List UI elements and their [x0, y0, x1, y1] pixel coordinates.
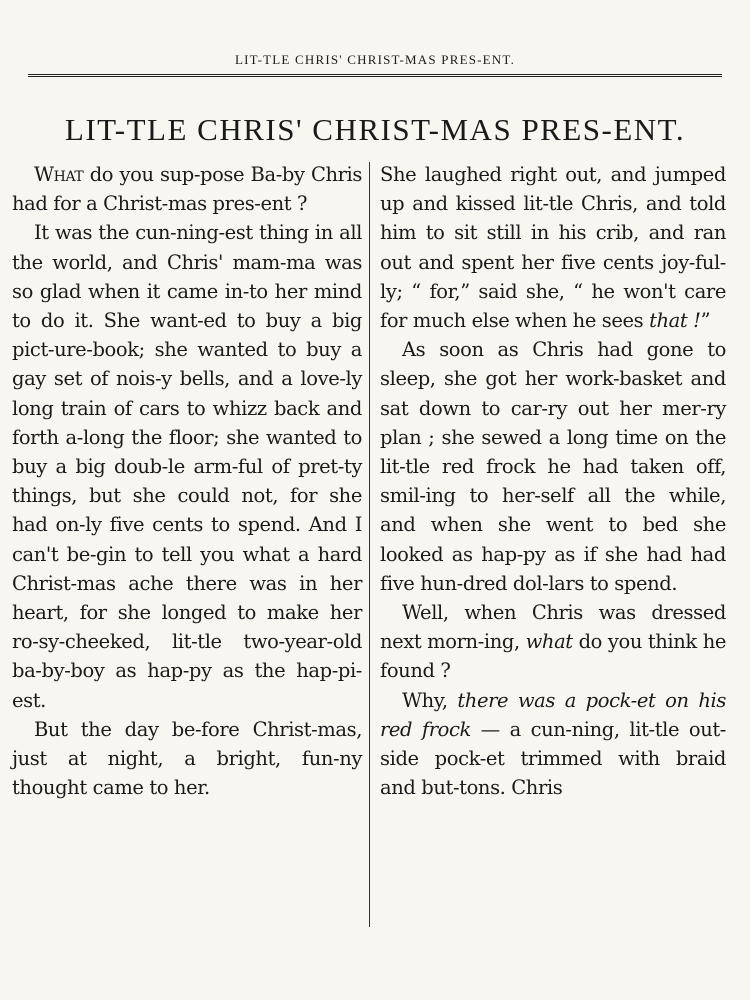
quote-close: ”: [700, 309, 711, 333]
paragraph-text: Well, when Chris was dressed next morn-ing,: [380, 601, 726, 654]
paragraph-text: do you think he found ?: [380, 630, 726, 683]
paragraph: [380, 160, 726, 335]
running-head: LIT-TLE CHRIS' CHRIST-MAS PRES-ENT.: [234, 52, 516, 67]
paragraph-text: She laughed right out, and jumped up and kissed lit-tle Chris, and told him to sit still in his crib, and ran out and spent her five cents joy-ful-ly; “ for,” said she, “ he won't care for much else when he sees: [380, 163, 726, 333]
paragraph: It was the cun-ning-est thing in all the world, and Chris' mam-ma was so glad when it came in-to her mind to do it. She want-ed to buy a big pict-ure-book; she wanted to buy a gay set of nois-y bells, and a love-ly long train of cars to whizz back and forth a-long the floor; she wanted to buy a big doub-le arm-ful of pret-ty things, but she could not, for she had on-ly five cents to spend. And I can't be-gin to tell you what a hard Christ-mas ache there was in her heart, for she longed to make her ro-sy-cheeked, lit-tle two-year-old ba-by-boy as hap-py as the hap-pi-est.: [12, 221, 362, 712]
header-rule: [28, 74, 722, 77]
lead-word: What: [34, 163, 84, 186]
paragraph: But the day be-fore Christ-mas, just at night, a bright, fun-ny thought came to her.: [12, 717, 362, 800]
paragraph: [380, 686, 726, 803]
paragraph-text: do you sup-pose Ba-by Chris had for a Christ-mas pres-ent ?: [12, 163, 362, 216]
paragraph: [12, 160, 362, 218]
left-column: [12, 160, 362, 802]
paragraph: [380, 598, 726, 686]
article-title: LIT-TLE CHRIS' CHRIST-MAS PRES-ENT.: [64, 112, 686, 147]
emphasis-text: there was a pock-et on his red frock: [380, 688, 726, 741]
emphasis-text: what: [525, 630, 573, 654]
paragraph-text: — a cun-ning, lit-tle out-side pock-et trimmed with braid and but-tons. Chris: [380, 717, 726, 800]
paragraph-text: Why,: [402, 688, 458, 712]
paragraph: As soon as Chris had gone to sleep, she got her work-basket and sat down to car-ry out her mer-ry plan ; she sewed a long time on the lit-tle red frock he had taken off, smil-ing to her-self all the while, and when she went to bed she looked as hap-py as if she had had five hun-dred dol-lars to spend.: [380, 338, 726, 595]
column-divider: [369, 162, 370, 927]
right-column: [380, 160, 726, 802]
emphasis-text: that !: [649, 309, 701, 333]
